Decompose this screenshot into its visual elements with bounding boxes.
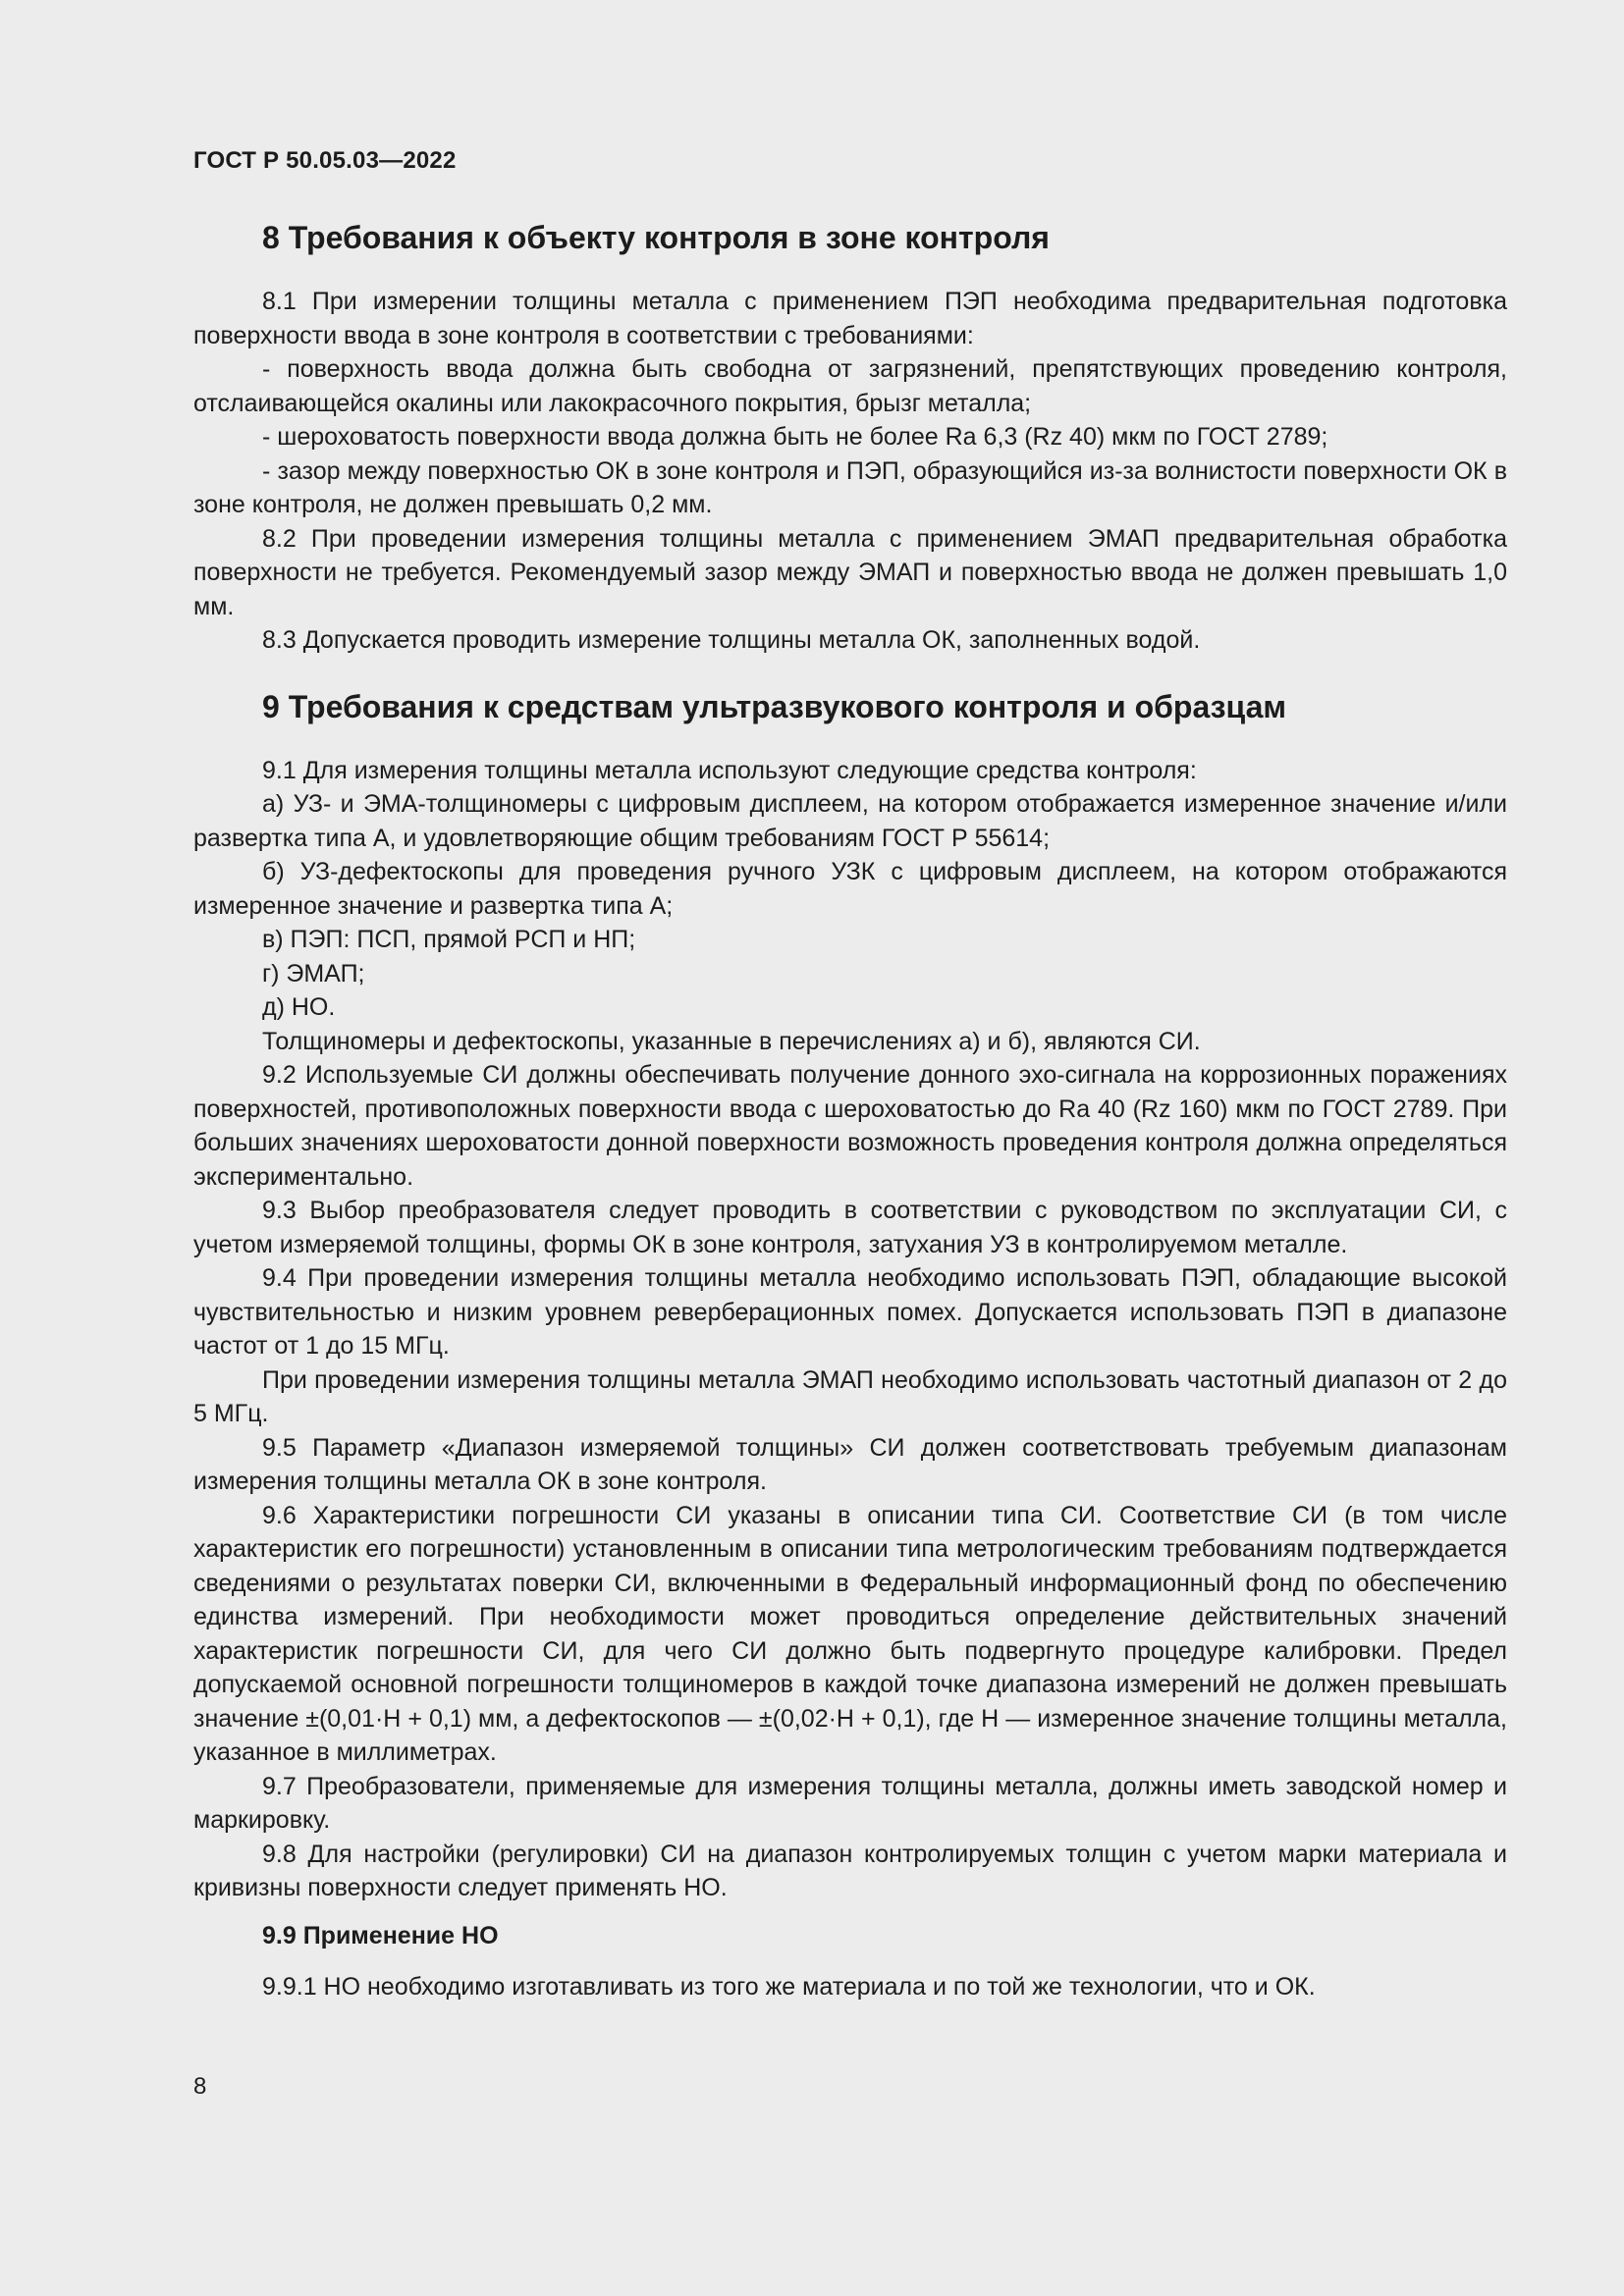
paragraph-9-7: 9.7 Преобразователи, применяемые для измерения толщины металла, должны иметь заводской номер и маркировку. — [193, 1772, 1507, 1834]
list-item-9-1-g: г) ЭМАП; — [262, 959, 365, 988]
paragraph-8-3: 8.3 Допускается проводить измерение толщины металла ОК, заполненных водой. — [262, 626, 1201, 654]
section-heading-9: 9 Требования к средствам ультразвукового контроля и образцам — [262, 688, 1287, 724]
paragraph-8-2: 8.2 При проведении измерения толщины металла с применением ЭМАП предварительная обработка поверхности не требуется. Рекомендуемый зазор между ЭМАП и поверхностью ввода не должен превышать 1,0 мм. — [193, 524, 1507, 620]
paragraph-8-1: 8.1 При измерении толщины металла с применением ПЭП необходима предварительная подготовка поверхности ввода в зоне контроля в соответствии с требованиями: — [193, 288, 1507, 349]
list-item-8-1-b: - шероховатость поверхности ввода должна быть не более Ra 6,3 (Rz 40) мкм по ГОСТ 2789; — [262, 423, 1328, 451]
paragraph-9-3: 9.3 Выбор преобразователя следует проводить в соответствии с руководством по эксплуатации СИ, с учетом измеряемой толщины, формы ОК в зоне контроля, затухания УЗ в контролируемом металле. — [193, 1197, 1507, 1258]
list-item-8-1-c: - зазор между поверхностью ОК в зоне контроля и ПЭП, образующийся из-за волнистости поверхности ОК в зоне контроля, не должен превышать 0,2 мм. — [193, 456, 1507, 518]
document-code-header: ГОСТ Р 50.05.03—2022 — [193, 147, 457, 174]
list-item-9-1-d: д) НО. — [262, 993, 336, 1021]
paragraph-9-9-1: 9.9.1 НО необходимо изготавливать из того же материала и по той же технологии, что и ОК. — [262, 1972, 1316, 2001]
paragraph-9-1-note: Толщиномеры и дефектоскопы, указанные в перечислениях а) и б), являются СИ. — [262, 1027, 1201, 1055]
paragraph-9-4: 9.4 При проведении измерения толщины металла необходимо использовать ПЭП, обладающие высокой чувствительностью и низким уровнем реверберационных помех. Допускается использовать ПЭП в диапазоне частот от 1 до 15 МГц. — [193, 1264, 1507, 1360]
section-spacer — [193, 658, 1507, 687]
paragraph-9-4-emap: При проведении измерения толщины металла ЭМАП необходимо использовать частотный диапазон от 2 до 5 МГц. — [193, 1365, 1507, 1427]
list-item-8-1-a: - поверхность ввода должна быть свободна от загрязнений, препятствующих проведению контроля, отслаивающейся окалины или лакокрасочного покрытия, брызг металла; — [193, 355, 1507, 417]
subsection-heading-9-9: 9.9 Применение НО — [262, 1921, 499, 1949]
page-number: 8 — [193, 2073, 207, 2100]
list-item-9-1-v: в) ПЭП: ПСП, прямой РСП и НП; — [262, 926, 636, 953]
section-heading-8: 8 Требования к объекту контроля в зоне контроля — [262, 220, 1050, 255]
list-item-9-1-a: а) УЗ- и ЭМА-толщиномеры с цифровым дисплеем, на котором отображается измеренное значение и/или развертка типа А, и удовлетворяющие общим требованиям ГОСТ Р 55614; — [193, 790, 1507, 852]
paragraph-9-8: 9.8 Для настройки (регулировки) СИ на диапазон контролируемых толщин с учетом марки материала и кривизны поверхности следует применять НО. — [193, 1840, 1507, 1901]
paragraph-9-6: 9.6 Характеристики погрешности СИ указаны в описании типа СИ. Соответствие СИ (в том числе характеристик его погрешности) установленным в описании типа метрологическим требованиям подтверждается сведениями о результатах поверки СИ, включенными в Федеральный информационный фонд по обеспечению единства измерений. При необходимости может проводиться определение действительных значений характеристик погрешности СИ, для чего СИ должно быть подвергнуто процедуре калибровки. Предел допускаемой основной погрешности толщиномеров в каждой точке диапазона измерений не должен превышать значение ±(0,01·H + 0,1) мм, а дефектоскопов — ±(0,02·H + 0,1), где H — измеренное значение толщины металла, указанное в миллиметрах. — [193, 1501, 1507, 1766]
paragraph-9-2: 9.2 Используемые СИ должны обеспечивать получение донного эхо-сигнала на коррозионных поражениях поверхностей, противоположных поверхности ввода с шероховатостью до Ra 40 (Rz 160) мкм по ГОСТ 2789. При больших значениях шероховатости донной поверхности возможность проведения контроля должна определяться экспериментально. — [193, 1061, 1507, 1191]
list-item-9-1-b: б) УЗ-дефектоскопы для проведения ручного УЗК с цифровым дисплеем, на котором отображаются измеренное значение и развертка типа А; — [193, 858, 1507, 920]
paragraph-9-1: 9.1 Для измерения толщины металла используют следующие средства контроля: — [262, 756, 1197, 784]
document-body — [193, 218, 1507, 2003]
paragraph-9-5: 9.5 Параметр «Диапазон измеряемой толщины» СИ должен соответствовать требуемым диапазонам измерения толщины металла ОК в зоне контроля. — [193, 1433, 1507, 1495]
